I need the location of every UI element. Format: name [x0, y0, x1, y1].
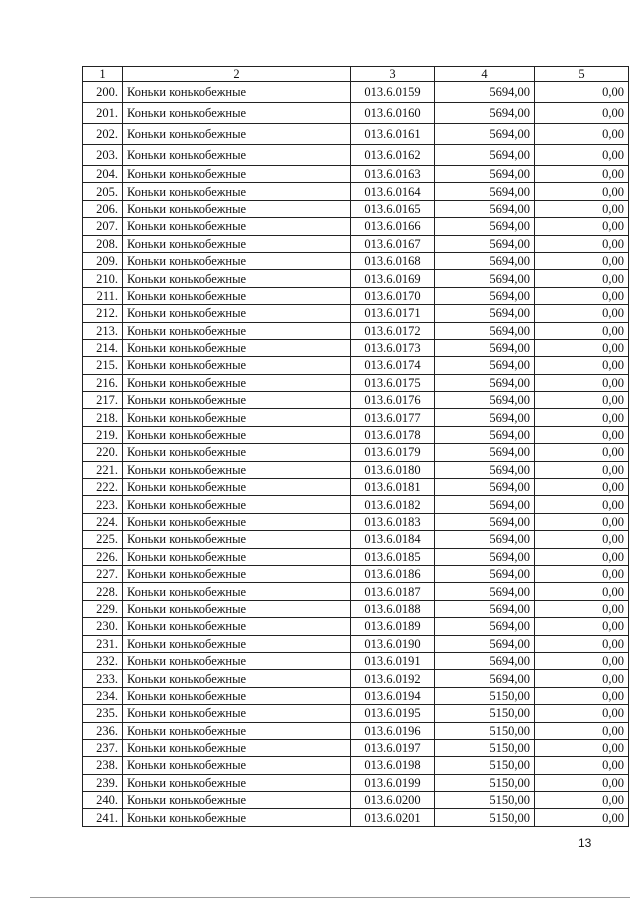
residual-value: 0,00 — [535, 374, 629, 391]
item-value: 5694,00 — [435, 409, 535, 426]
item-value: 5694,00 — [435, 600, 535, 617]
item-name: Коньки конькобежные — [123, 82, 351, 103]
item-value: 5694,00 — [435, 218, 535, 235]
row-number: 236. — [83, 722, 123, 739]
item-value: 5694,00 — [435, 200, 535, 217]
item-name: Коньки конькобежные — [123, 792, 351, 809]
item-value: 5694,00 — [435, 583, 535, 600]
table-row — [83, 687, 629, 704]
item-value: 5694,00 — [435, 531, 535, 548]
item-value: 5150,00 — [435, 722, 535, 739]
item-name: Коньки конькобежные — [123, 531, 351, 548]
row-number: 200. — [83, 82, 123, 103]
item-value: 5150,00 — [435, 705, 535, 722]
row-number: 223. — [83, 496, 123, 513]
item-name: Коньки конькобежные — [123, 409, 351, 426]
row-number: 229. — [83, 600, 123, 617]
inventory-code: 013.6.0175 — [351, 374, 435, 391]
table-row — [83, 357, 629, 374]
item-name: Коньки конькобежные — [123, 235, 351, 252]
item-name: Коньки конькобежные — [123, 583, 351, 600]
residual-value: 0,00 — [535, 392, 629, 409]
item-name: Коньки конькобежные — [123, 548, 351, 565]
item-name: Коньки конькобежные — [123, 166, 351, 183]
inventory-code: 013.6.0186 — [351, 565, 435, 582]
table-row — [83, 103, 629, 124]
item-value: 5150,00 — [435, 687, 535, 704]
table-row — [83, 305, 629, 322]
residual-value: 0,00 — [535, 496, 629, 513]
table-row — [83, 200, 629, 217]
column-header-2: 2 — [123, 67, 351, 82]
residual-value: 0,00 — [535, 305, 629, 322]
inventory-code: 013.6.0170 — [351, 287, 435, 304]
row-number: 213. — [83, 322, 123, 339]
row-number: 227. — [83, 565, 123, 582]
row-number: 224. — [83, 513, 123, 530]
residual-value: 0,00 — [535, 583, 629, 600]
row-number: 204. — [83, 166, 123, 183]
row-number: 219. — [83, 426, 123, 443]
item-name: Коньки конькобежные — [123, 322, 351, 339]
table-row — [83, 739, 629, 756]
item-name: Коньки конькобежные — [123, 461, 351, 478]
table-row — [83, 757, 629, 774]
inventory-code: 013.6.0161 — [351, 124, 435, 145]
item-name: Коньки конькобежные — [123, 183, 351, 200]
residual-value: 0,00 — [535, 145, 629, 166]
row-number: 215. — [83, 357, 123, 374]
row-number: 228. — [83, 583, 123, 600]
table-row — [83, 479, 629, 496]
item-value: 5694,00 — [435, 496, 535, 513]
item-name: Коньки конькобежные — [123, 305, 351, 322]
table-row — [83, 722, 629, 739]
table-row — [83, 252, 629, 269]
item-value: 5694,00 — [435, 82, 535, 103]
item-name: Коньки конькобежные — [123, 479, 351, 496]
item-name: Коньки конькобежные — [123, 357, 351, 374]
item-name: Коньки конькобежные — [123, 496, 351, 513]
inventory-code: 013.6.0167 — [351, 235, 435, 252]
item-name: Коньки конькобежные — [123, 200, 351, 217]
inventory-code: 013.6.0177 — [351, 409, 435, 426]
inventory-code: 013.6.0159 — [351, 82, 435, 103]
column-header-3: 3 — [351, 67, 435, 82]
table-row — [83, 218, 629, 235]
inventory-code: 013.6.0189 — [351, 618, 435, 635]
row-number: 211. — [83, 287, 123, 304]
inventory-table — [82, 66, 629, 827]
residual-value: 0,00 — [535, 235, 629, 252]
item-value: 5694,00 — [435, 270, 535, 287]
item-value: 5694,00 — [435, 444, 535, 461]
item-name: Коньки конькобежные — [123, 374, 351, 391]
residual-value: 0,00 — [535, 635, 629, 652]
inventory-code: 013.6.0196 — [351, 722, 435, 739]
residual-value: 0,00 — [535, 513, 629, 530]
inventory-code: 013.6.0165 — [351, 200, 435, 217]
table-row — [83, 183, 629, 200]
inventory-code: 013.6.0163 — [351, 166, 435, 183]
table-row — [83, 426, 629, 443]
item-value: 5694,00 — [435, 618, 535, 635]
row-number: 201. — [83, 103, 123, 124]
item-value: 5150,00 — [435, 739, 535, 756]
row-number: 226. — [83, 548, 123, 565]
inventory-code: 013.6.0164 — [351, 183, 435, 200]
item-value: 5694,00 — [435, 392, 535, 409]
table-row — [83, 496, 629, 513]
table-row — [83, 409, 629, 426]
table-header-row — [83, 67, 629, 82]
inventory-code: 013.6.0162 — [351, 145, 435, 166]
item-value: 5694,00 — [435, 565, 535, 582]
residual-value: 0,00 — [535, 687, 629, 704]
inventory-code: 013.6.0184 — [351, 531, 435, 548]
residual-value: 0,00 — [535, 124, 629, 145]
item-name: Коньки конькобежные — [123, 145, 351, 166]
residual-value: 0,00 — [535, 548, 629, 565]
table-row — [83, 270, 629, 287]
item-name: Коньки конькобежные — [123, 739, 351, 756]
column-header-4: 4 — [435, 67, 535, 82]
item-value: 5150,00 — [435, 774, 535, 791]
residual-value: 0,00 — [535, 757, 629, 774]
table-row — [83, 513, 629, 530]
residual-value: 0,00 — [535, 82, 629, 103]
inventory-code: 013.6.0178 — [351, 426, 435, 443]
item-name: Коньки конькобежные — [123, 705, 351, 722]
row-number: 238. — [83, 757, 123, 774]
residual-value: 0,00 — [535, 287, 629, 304]
inventory-code: 013.6.0185 — [351, 548, 435, 565]
item-value: 5694,00 — [435, 305, 535, 322]
item-name: Коньки конькобежные — [123, 722, 351, 739]
inventory-code: 013.6.0194 — [351, 687, 435, 704]
table-row — [83, 809, 629, 826]
inventory-code: 013.6.0174 — [351, 357, 435, 374]
inventory-code: 013.6.0191 — [351, 652, 435, 669]
item-value: 5694,00 — [435, 252, 535, 269]
item-name: Коньки конькобежные — [123, 103, 351, 124]
inventory-code: 013.6.0187 — [351, 583, 435, 600]
residual-value: 0,00 — [535, 722, 629, 739]
inventory-code: 013.6.0168 — [351, 252, 435, 269]
row-number: 207. — [83, 218, 123, 235]
item-name: Коньки конькобежные — [123, 218, 351, 235]
item-value: 5694,00 — [435, 461, 535, 478]
table-row — [83, 461, 629, 478]
row-number: 225. — [83, 531, 123, 548]
residual-value: 0,00 — [535, 739, 629, 756]
item-value: 5150,00 — [435, 809, 535, 826]
table-row — [83, 287, 629, 304]
table-row — [83, 652, 629, 669]
item-name: Коньки конькобежные — [123, 670, 351, 687]
table-body — [83, 82, 629, 827]
inventory-code: 013.6.0171 — [351, 305, 435, 322]
table-row — [83, 82, 629, 103]
item-value: 5694,00 — [435, 426, 535, 443]
item-name: Коньки конькобежные — [123, 426, 351, 443]
item-value: 5694,00 — [435, 145, 535, 166]
item-value: 5694,00 — [435, 652, 535, 669]
inventory-code: 013.6.0173 — [351, 339, 435, 356]
inventory-code: 013.6.0201 — [351, 809, 435, 826]
item-name: Коньки конькобежные — [123, 444, 351, 461]
row-number: 222. — [83, 479, 123, 496]
residual-value: 0,00 — [535, 705, 629, 722]
inventory-code: 013.6.0182 — [351, 496, 435, 513]
residual-value: 0,00 — [535, 218, 629, 235]
item-value: 5694,00 — [435, 357, 535, 374]
row-number: 230. — [83, 618, 123, 635]
row-number: 235. — [83, 705, 123, 722]
item-value: 5694,00 — [435, 287, 535, 304]
item-name: Коньки конькобежные — [123, 757, 351, 774]
inventory-code: 013.6.0190 — [351, 635, 435, 652]
item-value: 5694,00 — [435, 183, 535, 200]
residual-value: 0,00 — [535, 670, 629, 687]
item-name: Коньки конькобежные — [123, 124, 351, 145]
table-row — [83, 774, 629, 791]
row-number: 206. — [83, 200, 123, 217]
inventory-code: 013.6.0160 — [351, 103, 435, 124]
item-value: 5694,00 — [435, 479, 535, 496]
row-number: 237. — [83, 739, 123, 756]
row-number: 234. — [83, 687, 123, 704]
residual-value: 0,00 — [535, 461, 629, 478]
item-value: 5694,00 — [435, 339, 535, 356]
table-row — [83, 392, 629, 409]
table-row — [83, 600, 629, 617]
item-name: Коньки конькобежные — [123, 618, 351, 635]
inventory-code: 013.6.0200 — [351, 792, 435, 809]
residual-value: 0,00 — [535, 600, 629, 617]
row-number: 209. — [83, 252, 123, 269]
item-name: Коньки конькобежные — [123, 652, 351, 669]
item-name: Коньки конькобежные — [123, 687, 351, 704]
inventory-code: 013.6.0195 — [351, 705, 435, 722]
column-header-5: 5 — [535, 67, 629, 82]
residual-value: 0,00 — [535, 357, 629, 374]
residual-value: 0,00 — [535, 103, 629, 124]
item-name: Коньки конькобежные — [123, 270, 351, 287]
row-number: 203. — [83, 145, 123, 166]
residual-value: 0,00 — [535, 426, 629, 443]
residual-value: 0,00 — [535, 652, 629, 669]
footer-divider — [30, 897, 630, 898]
item-value: 5150,00 — [435, 757, 535, 774]
residual-value: 0,00 — [535, 531, 629, 548]
item-name: Коньки конькобежные — [123, 635, 351, 652]
row-number: 220. — [83, 444, 123, 461]
row-number: 205. — [83, 183, 123, 200]
row-number: 239. — [83, 774, 123, 791]
table-row — [83, 531, 629, 548]
table-row — [83, 618, 629, 635]
item-value: 5694,00 — [435, 513, 535, 530]
page-number: 13 — [578, 836, 592, 850]
residual-value: 0,00 — [535, 792, 629, 809]
inventory-code: 013.6.0166 — [351, 218, 435, 235]
table-row — [83, 444, 629, 461]
item-value: 5694,00 — [435, 635, 535, 652]
table-row — [83, 670, 629, 687]
inventory-code: 013.6.0176 — [351, 392, 435, 409]
item-value: 5694,00 — [435, 322, 535, 339]
inventory-code: 013.6.0183 — [351, 513, 435, 530]
inventory-code: 013.6.0179 — [351, 444, 435, 461]
row-number: 210. — [83, 270, 123, 287]
item-value: 5694,00 — [435, 166, 535, 183]
table-row — [83, 635, 629, 652]
item-value: 5694,00 — [435, 124, 535, 145]
item-value: 5694,00 — [435, 548, 535, 565]
table-row — [83, 339, 629, 356]
inventory-code: 013.6.0199 — [351, 774, 435, 791]
table-row — [83, 374, 629, 391]
inventory-code: 013.6.0198 — [351, 757, 435, 774]
row-number: 217. — [83, 392, 123, 409]
item-name: Коньки конькобежные — [123, 252, 351, 269]
row-number: 221. — [83, 461, 123, 478]
item-name: Коньки конькобежные — [123, 513, 351, 530]
item-name: Коньки конькобежные — [123, 774, 351, 791]
residual-value: 0,00 — [535, 409, 629, 426]
row-number: 233. — [83, 670, 123, 687]
residual-value: 0,00 — [535, 339, 629, 356]
inventory-code: 013.6.0197 — [351, 739, 435, 756]
table-row — [83, 792, 629, 809]
row-number: 218. — [83, 409, 123, 426]
table-row — [83, 145, 629, 166]
item-name: Коньки конькобежные — [123, 287, 351, 304]
residual-value: 0,00 — [535, 809, 629, 826]
row-number: 240. — [83, 792, 123, 809]
item-value: 5694,00 — [435, 103, 535, 124]
table-row — [83, 548, 629, 565]
table-row — [83, 322, 629, 339]
item-value: 5694,00 — [435, 235, 535, 252]
inventory-code: 013.6.0188 — [351, 600, 435, 617]
item-value: 5150,00 — [435, 792, 535, 809]
row-number: 241. — [83, 809, 123, 826]
row-number: 231. — [83, 635, 123, 652]
table-row — [83, 124, 629, 145]
table-row — [83, 583, 629, 600]
item-value: 5694,00 — [435, 374, 535, 391]
table-row — [83, 166, 629, 183]
residual-value: 0,00 — [535, 166, 629, 183]
inventory-code: 013.6.0169 — [351, 270, 435, 287]
inventory-code: 013.6.0172 — [351, 322, 435, 339]
residual-value: 0,00 — [535, 200, 629, 217]
item-name: Коньки конькобежные — [123, 565, 351, 582]
inventory-code: 013.6.0180 — [351, 461, 435, 478]
residual-value: 0,00 — [535, 270, 629, 287]
row-number: 216. — [83, 374, 123, 391]
item-name: Коньки конькобежные — [123, 809, 351, 826]
column-header-1: 1 — [83, 67, 123, 82]
inventory-code: 013.6.0192 — [351, 670, 435, 687]
residual-value: 0,00 — [535, 322, 629, 339]
residual-value: 0,00 — [535, 565, 629, 582]
row-number: 202. — [83, 124, 123, 145]
table-row — [83, 235, 629, 252]
residual-value: 0,00 — [535, 444, 629, 461]
residual-value: 0,00 — [535, 479, 629, 496]
row-number: 212. — [83, 305, 123, 322]
item-name: Коньки конькобежные — [123, 339, 351, 356]
residual-value: 0,00 — [535, 618, 629, 635]
inventory-code: 013.6.0181 — [351, 479, 435, 496]
row-number: 214. — [83, 339, 123, 356]
row-number: 208. — [83, 235, 123, 252]
row-number: 232. — [83, 652, 123, 669]
table-row — [83, 565, 629, 582]
item-name: Коньки конькобежные — [123, 392, 351, 409]
residual-value: 0,00 — [535, 774, 629, 791]
item-name: Коньки конькобежные — [123, 600, 351, 617]
residual-value: 0,00 — [535, 183, 629, 200]
residual-value: 0,00 — [535, 252, 629, 269]
item-value: 5694,00 — [435, 670, 535, 687]
table-row — [83, 705, 629, 722]
